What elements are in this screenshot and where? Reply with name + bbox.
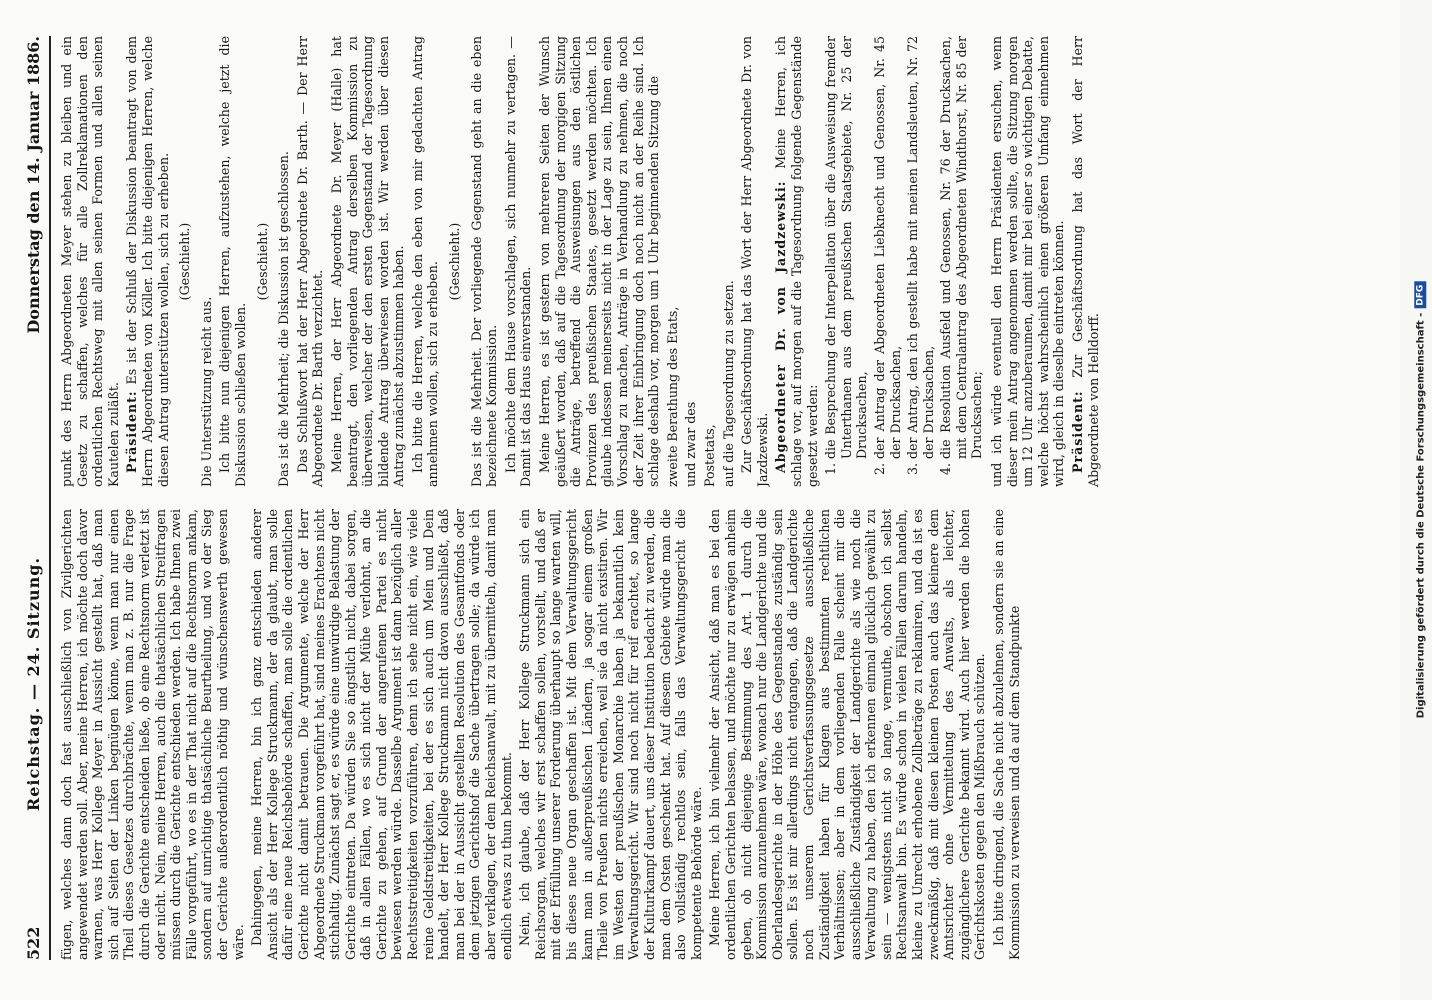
- dfg-logo: DFG: [1414, 282, 1426, 309]
- paragraph: Das ist die Mehrheit. Der vorliegende Gegenstand geht an die eben bezeichnete Kommission.: [468, 36, 500, 487]
- paragraph: und zwar des: [683, 401, 699, 487]
- right-column: [59, 36, 1349, 487]
- stage-direction: (Geschieht.): [254, 222, 270, 301]
- agenda-list: [823, 36, 985, 459]
- page-number: 522: [24, 926, 43, 960]
- paragraph: zweite Berathung des Etats,: [664, 306, 680, 487]
- paragraph: fügen, welches dann doch fast ausschließlich von Zivilgerichten angewendet werden soll. Aber, meine Herren, ich möchte doch davor warnen, was Herr Kollege Meyer in Aussicht gestellt hat, daß man sich auf Seiten der Linken begnügen könne, wenn man nur einen Theil dieses Gesetzes durchbrächte, wenn man z. B. nur die Frage durch die Gerichte entscheiden ließe, ob eine Rechtsnorm verletzt ist oder nicht. Nein, meine Herren, auch die thatsächlichen Streitfragen müssen durch die Gerichte entschieden werden. Ich habe Ihnen zwei Fälle vorgeführt, wo es in der That nicht auf die Rechtsnorm ankam, sondern auf unrichtige thatsächliche Beurtheilung, und wo der Sieg der Gerichte außerordentlich nöthig und wünschenswerth gewesen wäre.: [59, 509, 246, 960]
- stage-direction: (Geschieht.): [447, 222, 463, 301]
- paragraph: auf die Tagesordnung zu setzen.: [720, 280, 736, 487]
- agenda-item: 1. die Besprechung der Interpellation über die Ausweisung fremder Unterthanen aus dem preußischen Staatsgebiete, Nr. 25 der Drucksachen,: [823, 36, 870, 459]
- agenda-item: 4. die Resolution Ausfeld und Genossen, Nr. 76 der Drucksachen, mit dem Centralantrag des Abgeordneten Windthorst, Nr. 85 der Drucksachen;: [938, 36, 985, 459]
- paragraph: Das ist die Mehrheit; die Diskussion ist geschlossen.: [276, 151, 292, 487]
- digitization-credit: [1410, 0, 1430, 1000]
- speaker-name: Präsident:: [124, 390, 140, 473]
- paragraph: [124, 36, 171, 487]
- speech-text: Zur Geschäftsordnung hat das Wort der Herr Abgeordnete von Helldorff.: [1070, 36, 1101, 487]
- paragraph: Meine Herren, es ist gestern von mehreren Seiten der Wunsch geäußert worden, daß auf die Tagesordnung der morgigen Sitzung die Anträge, betreffend die Ausweisungen aus den östlichen Provinzen des preußischen Staates, gesetzt werden möchten. Ich glaube indessen meinerseits nicht in der Lage zu sein, Ihnen einen Vorschlag zu machen, Anträge in Verhandlung zu nehmen, die noch der Zeit ihrer Einbringung doch noch nicht an der Reihe sind. Ich schlage deshalb vor, morgen um 1 Uhr beginnenden Sitzung die: [537, 36, 662, 487]
- paragraph: Postetats,: [701, 424, 717, 487]
- session-date: Donnerstag den 14. Januar 1886.: [24, 36, 43, 334]
- left-column: [59, 509, 1349, 960]
- agenda-item: 3. der Antrag, den ich gestellt habe mit meinen Landsleuten, Nr. 72 der Drucksachen,: [905, 36, 936, 459]
- paragraph: Ich möchte dem Hause vorschlagen, sich nunmehr zu vertagen. — Damit ist das Haus einverstanden.: [502, 36, 534, 487]
- paragraph: Meine Herren, ich bin vielmehr der Ansicht, daß man es bei den ordentlichen Gerichten belassen, und möchte nur zu erwägen anheim geben, ob nicht diejenige Bestimmung des Art. 1 durch die Kommission anzunehmen wäre, wonach nur die Landgerichte und die Oberlandesgerichte in der Höhe des Gegenstandes zuständig sein sollen. Es ist mir allerdings nicht entgangen, daß die Landgerichte noch unserem Gerichtsverfassungsgesetze ausschließliche Zuständigkeit haben für Klagen aus bestimmten rechtlichen Verhältnissen; aber in dem vorliegenden Falle scheint mir die ausschließliche Zuständigkeit der Landgerichte als wie noch die Verwaltung zu haben, den ich erkennen einmal glücklich gewählt zu sein — wenigstens nicht so lange, vermuthe, obschon ich selbst Rechtsanwalt bin. Es würde schon in vielen Fällen darum handeln, kleine zu Unrecht erhobene Zollbeträge zu reklamiren, und da ist es zweckmäßig, daß mit diesen kleinen Posten auch das kleinere dem Amtsrichter ohne Vermittelung des Anwalts, als leichter, zugänglichere Gerichte bekannt wird. Auch hier werden die hohen Gerichtskosten gegen den Mißbrauch schützen.: [707, 509, 988, 960]
- paragraph: Nein, ich glaube, daß der Herr Kollege Struckmann sich ein Reichsorgan, welches wir erst schaffen sollen, vorstellt, und daß er mit der Erfüllung unserer Forderung überhaupt so lange warten will, bis dieses neue Organ geschaffen ist. Mit dem Verwaltungsgericht kann man in außerpreußischen Ländern, ja sogar einem großen Theile von Preußen nichts erreichen, weil sie da nicht existiren. Wir im Westen der preußischen Monarchie haben ja bekanntlich kein Verwaltungsgericht. Wir sind noch nicht für reif erachtet, so lange der Kulturkampf dauert, uns dieser Institution bedacht zu werden, die man dem Osten geschenkt hat. Auf diesem Gebiete würde man die also vollständig rechtlos sein, falls das Verwaltungsgericht die kompetente Behörde wäre.: [517, 509, 704, 960]
- stage-direction: (Geschieht.): [177, 222, 193, 301]
- paragraph: [773, 36, 820, 487]
- paragraph: Dahingegen, meine Herren, bin ich ganz entschieden anderer Ansicht als der Herr Kollege Struckmann, der da glaubt, man solle dafür eine neue Reichsbehörde schaffen, man solle die ordentlichen Gerichte nicht damit betrauen. Die Argumente, welche der Herr Abgeordnete Struckmann vorgeführt hat, sind meines Erachtens nicht stichhaltig. Zunächst sagt er, es würde eine unwürdige Belastung der Gerichte eintreten. Da würden Sie so ängstlich nicht, dabei sorgen, daß in allen Fällen, wo es sich nicht der Mühe verlohnt, an die Gerichte zu gehen, auf Grund der angerufenen Partei es nicht bewiesen werden würde. Dasselbe Argument ist dann bezüglich aller Rechtsstreitigkeiten vorzuführen, denn ich sehe nicht ein, wie viele reine Geldstreitigkeiten, bei der es sich auch um Mein und Dein handelt, der Herr Kollege Struckmann nicht davon ausschließt, daß man bei der in Aussicht gestellten Resolution des Gesamtfonds oder dem jetzigen Gerichtshof die Sache übertragen solle; da würde ich aber verklagen, der dem Reichsanwalt, mit zu übermitteln, damit man endlich etwas zu thun bekommt.: [249, 509, 514, 960]
- paragraph: Ich bitte nun diejenigen Herren, aufzustehen, welche jetzt die Diskussion schließen wollen.: [217, 36, 248, 487]
- paragraph: [1070, 36, 1101, 487]
- text-columns: [59, 36, 1349, 960]
- speaker-name: Abgeordneter Dr. von Jazdzewski:: [773, 180, 789, 473]
- session-title: Reichstag. — 24. Sitzung.: [24, 556, 43, 812]
- speech-text: Meine Herren, ich schlage vor, auf morgen auf die Tagesordnung folgende Gegenstände gesetzt werden:: [773, 36, 820, 487]
- paragraph: Meine Herren, der Herr Abgeordnete Dr. Meyer (Halle) hat beantragt, den vorliegenden Antrag derselben Kommission zu überweisen, welcher der den ersten Gegenstand der Tagesordnung bildende Antrag überwiesen worden ist. Wir werden über diesen Antrag zunächst abzustimmen haben.: [328, 36, 407, 487]
- speaker-name: Präsident:: [1070, 390, 1086, 473]
- speech-text: Es ist der Schluß der Diskussion beantragt von dem Herrn Abgeordneten von Köller. Ich bitte diejenigen Herren, welche diesen Antrag unterstützen wollen, sich zu erheben.: [124, 36, 171, 487]
- paragraph: Das Schlußwort hat der Herr Abgeordnete Dr. Barth. — Der Herr Abgeordnete Dr. Barth verzichtet.: [294, 36, 326, 487]
- agenda-item: 2. der Antrag der Abgeordneten Liebknecht und Genossen, Nr. 45 der Drucksachen,: [872, 36, 903, 459]
- paragraph: und ich würde eventuell den Herrn Präsidenten ersuchen, wenn dieser mein Antrag angenommen werden sollte, die Sitzung morgen um 12 Uhr anzuberaumen, damit mir bei einer so wichtigen Debatte, welche höchst wahrscheinlich einen größeren Umfang einnehmen wird, gleich in dieselbe eintreten können.: [989, 36, 1067, 487]
- running-head: [24, 36, 51, 960]
- paragraph: Die Unterstützung reicht aus.: [198, 296, 214, 487]
- paragraph: Ich bitte dringend, die Sache nicht abzulehnen, sondern sie an eine Kommission zu verweisen und da auf dem Standpunkte: [991, 509, 1022, 960]
- paragraph: Ich bitte die Herren, welche den eben von mir gedachten Antrag annehmen wollen, sich zu erheben.: [409, 36, 441, 487]
- credit-text: Digitalisierung gefördert durch die Deutsche Forschungsgemeinschaft -: [1414, 312, 1426, 719]
- paragraph: Zur Geschäftsordnung hat das Wort der Herr Abgeordnete Dr. von Jazdzewski.: [739, 36, 770, 487]
- paragraph: punkt des Herrn Abgeordneten Meyer stehen zu bleiben und ein Gesetz zu schaffen, welches für alle Zollreklamationen den ordentlichen Rechtsweg mit allen seinen Formen und allen seinen Kautelen zuläßt.: [59, 36, 121, 487]
